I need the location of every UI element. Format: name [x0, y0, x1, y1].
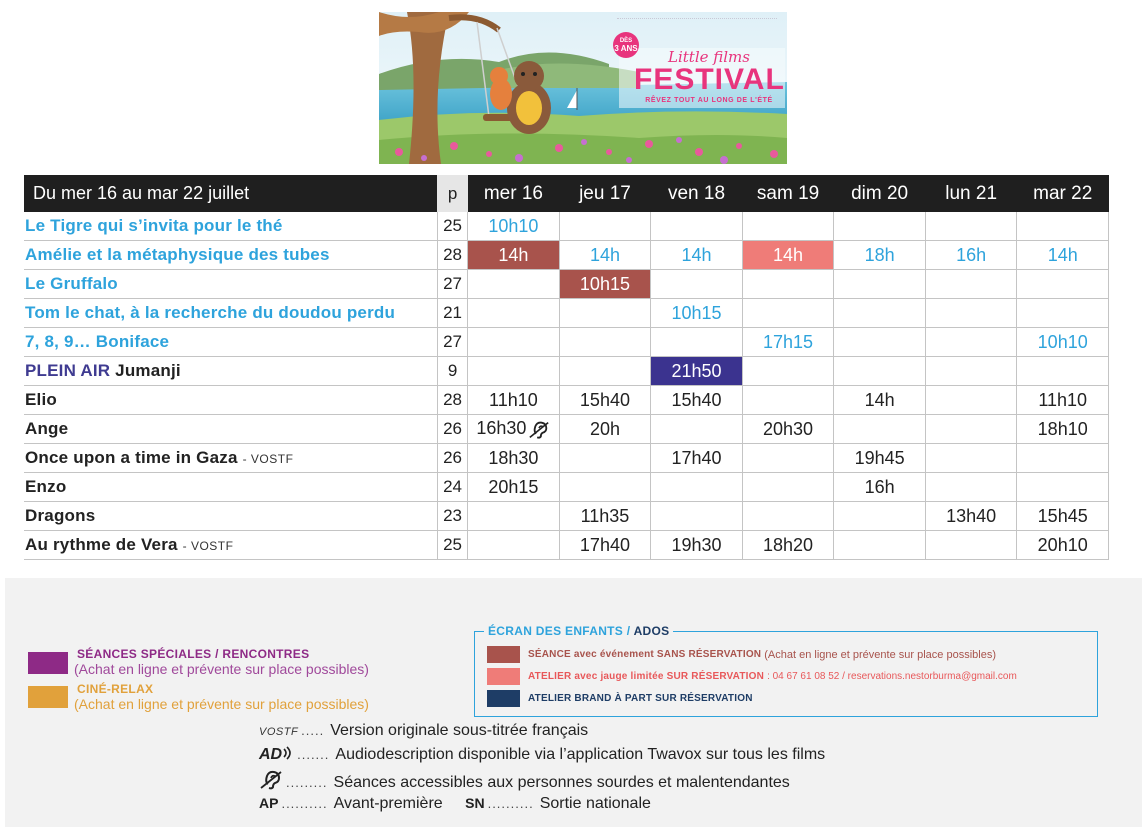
showtime-cell: [1017, 212, 1109, 241]
showtime-cell: [925, 415, 1017, 444]
showtime-cell: [468, 502, 560, 531]
schedule-row: [24, 212, 1109, 241]
showtime: 16h30: [476, 418, 527, 439]
page-number: 26: [437, 444, 467, 473]
showtime-cell: [559, 212, 651, 241]
showtime-cell: [651, 386, 743, 415]
film-title-text: Le Gruffalo: [25, 274, 118, 293]
period-header: Du mer 16 au mar 22 juillet: [24, 175, 437, 212]
dots: ..........: [487, 796, 534, 811]
film-title-text: Le Tigre qui s’invita pour le thé: [25, 216, 283, 235]
showtime-cell: [1017, 415, 1109, 444]
age-badge-top: DÈS: [619, 37, 633, 44]
showtime-cell: [834, 299, 926, 328]
vostf-tag: - VOSTF: [182, 539, 234, 553]
atelier-swatch: [487, 668, 520, 685]
showtime: 20h10: [1037, 534, 1088, 555]
showtime-cell: [559, 444, 651, 473]
schedule-header-row: [24, 175, 1109, 212]
showtime: 14h: [681, 244, 712, 265]
vostf-tag: - VOSTF: [242, 452, 294, 466]
event-subtext: (Achat en ligne et prévente sur place possibles): [764, 648, 996, 661]
showtime-cell: [742, 299, 834, 328]
schedule-row: [24, 241, 1109, 270]
schedule-row: [24, 328, 1109, 357]
showtime: 20h: [589, 418, 620, 439]
film-title: [24, 502, 437, 531]
showtime-cell: [1017, 502, 1109, 531]
showtime-cell: [742, 531, 834, 560]
film-title-text: Ange: [25, 419, 69, 438]
showtime-cell: [742, 415, 834, 444]
relax-heading: CINÉ-RELAX: [77, 682, 154, 696]
showtime-cell: [1017, 328, 1109, 357]
kids-event-row: [487, 646, 996, 663]
showtime: 14h: [498, 244, 529, 265]
kids-title-b: ADOS: [633, 624, 670, 638]
showtime-cell: [925, 502, 1017, 531]
ap-text: Avant-première: [333, 795, 443, 812]
showtime-cell: [742, 357, 834, 386]
showtime-cell: [1017, 241, 1109, 270]
showtime-cell: [925, 531, 1017, 560]
hearing-impaired-icon: [526, 418, 550, 438]
showtime-cell: [834, 212, 926, 241]
showtime-cell: [1017, 357, 1109, 386]
film-title-text: Elio: [25, 390, 57, 409]
dots: ..........: [281, 796, 328, 811]
vostf-text: Version originale sous-titrée français: [330, 722, 589, 739]
page-number: 28: [437, 386, 467, 415]
showtime-cell: [468, 386, 560, 415]
ap-key: AP: [259, 795, 279, 811]
brand-swatch: [487, 690, 520, 707]
film-title: [24, 212, 437, 241]
showtime: 10h15: [671, 302, 722, 323]
film-title: [24, 328, 437, 357]
ad-text: Audiodescription disponible via l’application Twavox sur tous les films: [335, 746, 826, 763]
showtime: 11h10: [489, 389, 538, 410]
showtime-cell: [559, 241, 651, 270]
day-header: jeu 17: [559, 175, 651, 212]
showtime: 14h: [773, 244, 804, 265]
showtime-cell: [742, 212, 834, 241]
showtime-cell: [651, 299, 743, 328]
film-title-text: Enzo: [25, 477, 67, 496]
schedule-row: [24, 473, 1109, 502]
schedule-table: [24, 175, 1109, 560]
page-number: 9: [437, 357, 467, 386]
film-title: [24, 415, 437, 444]
schedule-row: [24, 444, 1109, 473]
showtime-cell: [559, 357, 651, 386]
special-swatch: [28, 652, 68, 674]
logo-big-text: FESTIVAL: [634, 63, 785, 96]
showtime-cell: [1017, 386, 1109, 415]
showtime: 20h15: [488, 476, 539, 497]
showtime: 10h10: [1037, 331, 1088, 352]
showtime-cell: [742, 270, 834, 299]
showtime: 14h: [1047, 244, 1078, 265]
showtime-cell: [559, 415, 651, 444]
sn-text: Sortie nationale: [539, 795, 651, 812]
day-header: dim 20: [834, 175, 926, 212]
showtime: 14h: [864, 389, 895, 410]
film-title-text: Once upon a time in Gaza: [25, 448, 238, 467]
showtime-cell: [651, 241, 743, 270]
event-swatch: [487, 646, 520, 663]
showtime-cell: [559, 502, 651, 531]
dots: .......: [297, 747, 330, 762]
showtime-cell: [925, 444, 1017, 473]
showtime: 14h: [589, 244, 620, 265]
vostf-key: VOSTF: [259, 726, 299, 738]
showtime-cell: [834, 270, 926, 299]
dots: .....: [301, 723, 325, 738]
showtime-cell: [468, 473, 560, 502]
showtime-cell: [834, 531, 926, 560]
abbr-vostf: [259, 722, 588, 740]
showtime-cell: [559, 531, 651, 560]
day-header: mer 16: [468, 175, 560, 212]
showtime-cell: [559, 270, 651, 299]
showtime-cell: [925, 270, 1017, 299]
film-title-text: Amélie et la métaphysique des tubes: [25, 245, 330, 264]
dots: .........: [286, 775, 328, 790]
kids-brand-row: [487, 690, 753, 707]
film-title-text: 7, 8, 9… Boniface: [25, 332, 170, 351]
showtime-cell: [559, 299, 651, 328]
showtime-cell: [651, 444, 743, 473]
atelier-contact: : 04 67 61 08 52 / reservations.nestorburma@gmail.com: [767, 671, 1017, 682]
hearing-impaired-icon: [259, 770, 283, 792]
film-title: [24, 241, 437, 270]
showtime: 18h30: [488, 447, 539, 468]
showtime-cell: [651, 328, 743, 357]
page-number: 25: [437, 531, 467, 560]
page-number: 28: [437, 241, 467, 270]
showtime-cell: [742, 473, 834, 502]
showtime: 19h30: [671, 534, 722, 555]
day-header: sam 19: [742, 175, 834, 212]
schedule-row: [24, 357, 1109, 386]
showtime-cell: [468, 415, 560, 444]
page-number: 25: [437, 212, 467, 241]
film-title: [24, 531, 437, 560]
p-header: p: [437, 175, 467, 212]
abbr-ap-sn: [259, 795, 651, 813]
schedule-body: [24, 212, 1109, 560]
showtime-cell: [742, 502, 834, 531]
showtime-cell: [925, 241, 1017, 270]
showtime: 18h10: [1037, 418, 1088, 439]
day-header: mar 22: [1017, 175, 1109, 212]
showtime-cell: [651, 531, 743, 560]
film-title: [24, 473, 437, 502]
film-title: [24, 270, 437, 299]
showtime: 20h30: [763, 418, 814, 439]
showtime: 17h15: [763, 331, 814, 352]
showtime-cell: [651, 212, 743, 241]
schedule-row: [24, 299, 1109, 328]
showtime-cell: [468, 531, 560, 560]
showtime-cell: [468, 212, 560, 241]
showtime-cell: [1017, 299, 1109, 328]
relax-swatch: [28, 686, 68, 708]
page-number: 26: [437, 415, 467, 444]
page-number: 27: [437, 328, 467, 357]
showtime-cell: [834, 357, 926, 386]
showtime-cell: [559, 473, 651, 502]
showtime-cell: [1017, 531, 1109, 560]
page-number: 27: [437, 270, 467, 299]
film-title-text: Tom le chat, à la recherche du doudou perdu: [25, 303, 396, 322]
schedule-row: [24, 270, 1109, 299]
showtime: 10h15: [579, 273, 630, 294]
showtime-cell: [925, 299, 1017, 328]
showtime-cell: [1017, 444, 1109, 473]
day-header: ven 18: [651, 175, 743, 212]
schedule-row: [24, 386, 1109, 415]
festival-banner: [379, 12, 787, 164]
audio-description-icon: AD: [259, 746, 294, 764]
abbr-ear: [259, 770, 790, 792]
page-number: 24: [437, 473, 467, 502]
showtime-cell: [559, 328, 651, 357]
event-heading: SÉANCE avec événement SANS RÉSERVATION: [528, 649, 762, 660]
showtime-cell: [651, 270, 743, 299]
showtime-cell: [925, 473, 1017, 502]
showtime: 16h: [864, 476, 895, 497]
relax-subtext: (Achat en ligne et prévente sur place possibles): [74, 696, 369, 712]
showtime-cell: [742, 328, 834, 357]
showtime-cell: [651, 415, 743, 444]
showtime: 17h40: [579, 534, 630, 555]
festival-logo: [634, 50, 784, 104]
banner-top-line: [617, 18, 777, 21]
showtime-cell: [468, 357, 560, 386]
showtime: 18h: [864, 244, 895, 265]
showtime-cell: [468, 299, 560, 328]
showtime: 15h45: [1037, 505, 1088, 526]
showtime: 21h50: [671, 360, 722, 381]
brand-heading: ATELIER BRAND À PART SUR RÉSERVATION: [528, 693, 753, 704]
showtime-cell: [925, 328, 1017, 357]
showtime-cell: [834, 241, 926, 270]
plein-air-label: PLEIN AIR: [25, 361, 111, 380]
logo-tagline: RÊVEZ TOUT AU LONG DE L'ÉTÉ: [645, 97, 773, 104]
page-number: 23: [437, 502, 467, 531]
showtime-cell: [834, 328, 926, 357]
film-title: [24, 386, 437, 415]
showtime-cell: [834, 473, 926, 502]
age-badge-bottom: 3 ANS: [614, 43, 638, 53]
showtime-cell: [742, 386, 834, 415]
showtime-cell: [651, 473, 743, 502]
showtime-cell: [1017, 473, 1109, 502]
film-title-text: Dragons: [25, 506, 96, 525]
showtime-cell: [834, 415, 926, 444]
film-title: [24, 444, 437, 473]
ear-text: Séances accessibles aux personnes sourdes et malentendantes: [333, 774, 790, 791]
special-heading: SÉANCES SPÉCIALES / RENCONTRES: [77, 647, 310, 661]
showtime-cell: [651, 357, 743, 386]
showtime-cell: [834, 444, 926, 473]
kids-atelier-row: [487, 668, 1017, 685]
showtime-cell: [742, 444, 834, 473]
film-title: [24, 299, 437, 328]
film-title-text: Au rythme de Vera: [25, 535, 178, 554]
showtime-cell: [559, 386, 651, 415]
atelier-heading: ATELIER avec jauge limitée SUR RÉSERVATION: [528, 671, 765, 682]
schedule-row: [24, 531, 1109, 560]
film-title: [24, 357, 437, 386]
showtime-cell: [834, 386, 926, 415]
showtime: 19h45: [854, 447, 905, 468]
page-number: 21: [437, 299, 467, 328]
abbr-ad: [259, 746, 825, 764]
showtime-cell: [468, 270, 560, 299]
showtime: 16h: [956, 244, 987, 265]
showtime-cell: [925, 386, 1017, 415]
showtime-cell: [834, 502, 926, 531]
showtime-cell: [1017, 270, 1109, 299]
showtime: 11h10: [1038, 389, 1088, 410]
schedule-row: [24, 502, 1109, 531]
showtime-cell: [468, 444, 560, 473]
showtime: 17h40: [671, 447, 722, 468]
showtime: 13h40: [946, 505, 997, 526]
showtime: 11h35: [580, 505, 630, 526]
day-header: lun 21: [925, 175, 1017, 212]
kids-legend-title: [484, 624, 673, 638]
showtime-cell: [468, 241, 560, 270]
kids-title-a: ÉCRAN DES ENFANTS /: [488, 624, 631, 638]
logo-small-text: Little films: [668, 48, 750, 66]
schedule-row: [24, 415, 1109, 444]
film-title-text: Jumanji: [115, 361, 181, 380]
showtime: 18h20: [763, 534, 814, 555]
showtime: 15h40: [579, 389, 630, 410]
showtime-cell: [742, 241, 834, 270]
special-subtext: (Achat en ligne et prévente sur place possibles): [74, 661, 369, 677]
showtime: 15h40: [671, 389, 722, 410]
sn-key: SN: [465, 795, 485, 811]
showtime-cell: [468, 328, 560, 357]
showtime-cell: [925, 357, 1017, 386]
showtime-cell: [651, 502, 743, 531]
showtime: 10h10: [488, 215, 539, 236]
showtime-cell: [925, 212, 1017, 241]
